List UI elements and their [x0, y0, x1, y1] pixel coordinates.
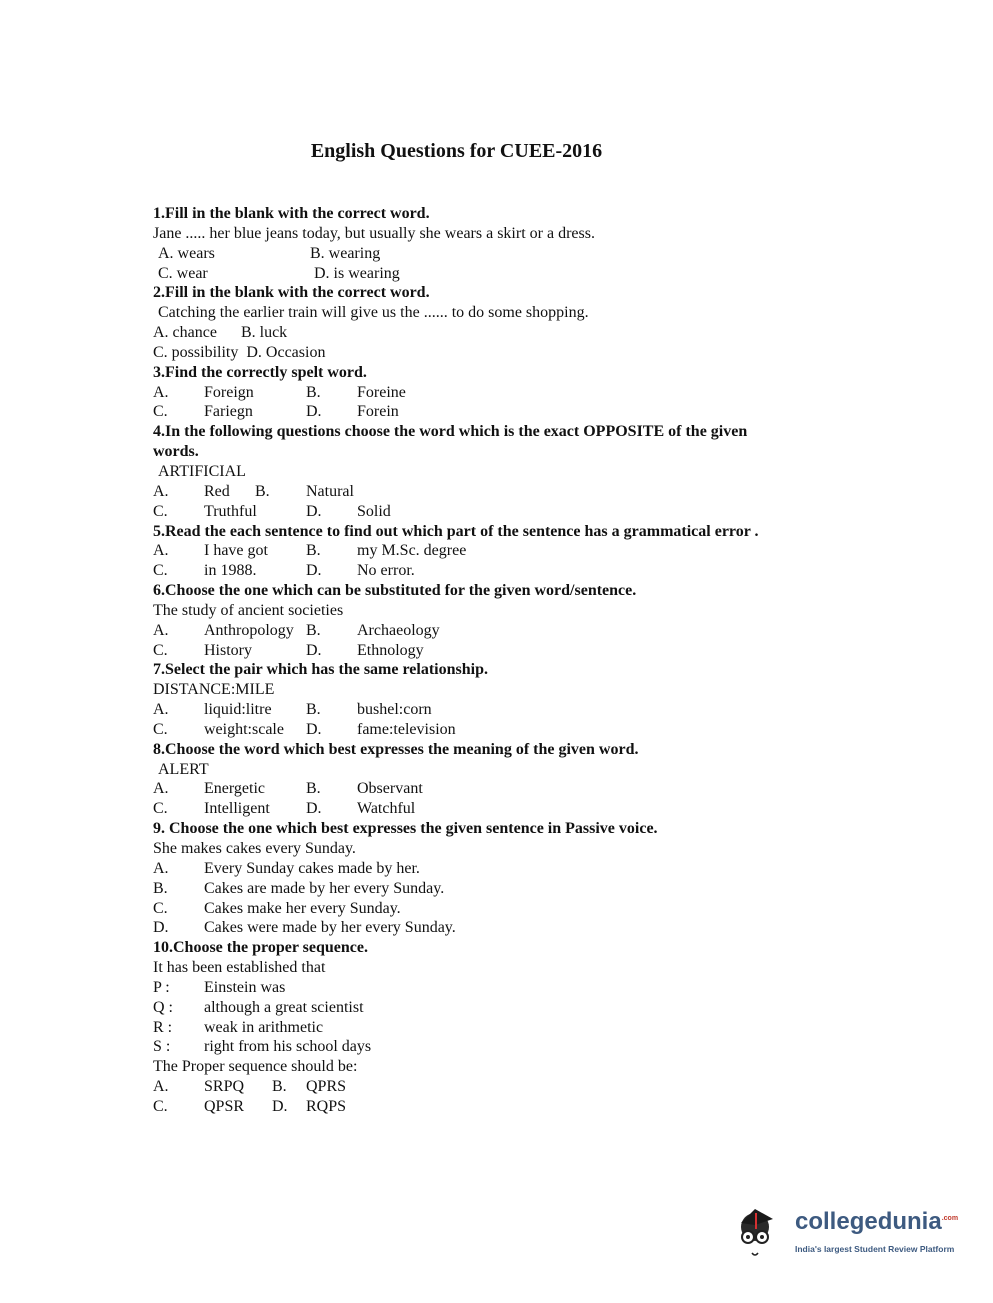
q6-option-a: Anthropology: [204, 621, 294, 639]
q10-part-s: S : right from his school days: [153, 1038, 372, 1056]
q5-options-row2: C. in 1988. D. No error.: [153, 562, 415, 580]
q7-options-row1: A. liquid:litre B. bushel:corn: [153, 701, 432, 719]
q6-heading: 6.Choose the one which can be substituted for the given word/sentence.: [153, 582, 637, 600]
q1-option-a: A. wears: [158, 244, 215, 262]
q5-option-a: I have got: [204, 542, 268, 560]
q7-option-c: weight:scale: [204, 720, 284, 738]
q4-heading: 4.In the following questions choose the word which is the exact OPPOSITE of the given: [153, 423, 748, 441]
q2-stem: Catching the earlier train will give us the ...... to do some shopping.: [158, 304, 589, 322]
q8-option-a: Energetic: [204, 780, 266, 798]
q6-options-row1: A. Anthropology B. Archaeology: [153, 621, 440, 639]
q10-heading: 10.Choose the proper sequence.: [153, 939, 368, 957]
q6-stem: The study of ancient societies: [153, 601, 344, 619]
q8-option-c: Intelligent: [204, 800, 270, 818]
q1-stem: Jane ..... her blue jeans today, but usually she wears a skirt or a dress.: [153, 224, 595, 242]
q10-sequence-label: The Proper sequence should be:: [153, 1058, 358, 1076]
q8-word: ALERT: [158, 760, 209, 778]
q10-option-b: QPRS: [306, 1078, 347, 1096]
q8-options-row2: C. Intelligent D. Watchful: [153, 800, 416, 818]
q8-option-b: Observant: [357, 780, 423, 798]
q5-heading: 5.Read the each sentence to find out which part of the sentence has a grammatical error .: [153, 522, 759, 540]
q1-options-row1: [153, 244, 913, 264]
q6-option-b: Archaeology: [357, 621, 440, 639]
q9-stem: She makes cakes every Sunday.: [153, 840, 356, 857]
q10-option-a: SRPQ: [204, 1078, 245, 1096]
q10-stem: It has been established that: [153, 959, 326, 977]
q4-option-d: Solid: [357, 502, 391, 520]
q4-word: ARTIFICIAL: [158, 462, 246, 480]
q10-part-r: R : weak in arithmetic: [153, 1018, 324, 1036]
q5-option-c: in 1988.: [204, 562, 257, 580]
page-title: English Questions for CUEE-2016: [310, 140, 603, 162]
q3-options-row2: C. Fariegn D. Forein: [153, 403, 399, 421]
q4-options-row2: C. Truthful D. Solid: [153, 502, 391, 520]
q4-option-a: Red: [204, 482, 230, 500]
q9-option-b: B. Cakes are made by her every Sunday.: [153, 879, 445, 897]
brand-tagline: India's largest Student Review Platform: [795, 1244, 955, 1254]
q4-option-b: Natural: [306, 482, 354, 500]
q8-heading: 8.Choose the word which best expresses the meaning of the given word.: [153, 740, 639, 758]
q2-options-ab: A. chance B. luck: [153, 324, 288, 342]
q1-option-d: D. is wearing: [314, 264, 400, 282]
q4-heading-cont: words.: [153, 443, 199, 461]
q1-heading: 1.Fill in the blank with the correct word.: [153, 205, 430, 222]
brand-name: collegedunia$^{.com}$: [795, 1208, 959, 1235]
q10-options-row2: C. QPSR D. RQPS: [153, 1097, 347, 1115]
q6-option-c: History: [204, 641, 252, 659]
q9-option-c: C. Cakes make her every Sunday.: [153, 899, 401, 917]
q9-heading: 9. Choose the one which best expresses the given sentence in Passive voice.: [153, 820, 658, 838]
q3-heading: 3.Find the correctly spelt word.: [153, 363, 367, 381]
q5-option-b: my M.Sc. degree: [357, 542, 467, 560]
q3-option-d: Forein: [357, 403, 399, 421]
q3-options-row1: A. Foreign B. Foreine: [153, 383, 406, 401]
question-list: [153, 204, 913, 1117]
q1-option-c: C. wear: [158, 264, 208, 282]
q9-option-d: D. Cakes were made by her every Sunday.: [153, 919, 456, 937]
q7-option-a: liquid:litre: [204, 701, 272, 719]
q9-option-a: A. Every Sunday cakes made by her.: [153, 859, 420, 877]
q10-part-p: P : Einstein was: [153, 978, 286, 996]
q8-options-row1: A. Energetic B. Observant: [153, 780, 423, 798]
q10-part-q: Q : although a great scientist: [153, 998, 364, 1016]
q6-option-d: Ethnology: [357, 641, 424, 659]
q1-option-b: B. wearing: [310, 244, 381, 262]
q7-options-row2: C. weight:scale D. fame:television: [153, 720, 456, 738]
q3-option-c: Fariegn: [204, 403, 253, 421]
q6-options-row2: C. History D. Ethnology: [153, 641, 424, 659]
q3-option-a: Foreign: [204, 383, 254, 401]
q5-options-row1: A. I have got B. my M.Sc. degree: [153, 542, 467, 560]
q7-option-d: fame:television: [357, 720, 456, 738]
q10-option-c: QPSR: [204, 1097, 245, 1115]
q7-stem: DISTANCE:MILE: [153, 681, 275, 699]
q3-option-b: Foreine: [357, 383, 406, 401]
q7-option-b: bushel:corn: [357, 701, 432, 719]
q4-options-row1: A. Red B. Natural: [153, 482, 354, 500]
q7-heading: 7.Select the pair which has the same relationship.: [153, 661, 488, 679]
q4-option-c: Truthful: [204, 502, 257, 520]
q8-option-d: Watchful: [357, 800, 416, 818]
q2-heading: 2.Fill in the blank with the correct word.: [153, 284, 430, 302]
q1-options-row2: [153, 264, 913, 284]
q5-option-d: No error.: [357, 562, 415, 580]
q10-options-row1: A. SRPQ B. QPRS: [153, 1078, 347, 1096]
q2-options-cd: C. possibility D. Occasion: [153, 343, 326, 361]
q10-option-d: RQPS: [306, 1097, 347, 1115]
